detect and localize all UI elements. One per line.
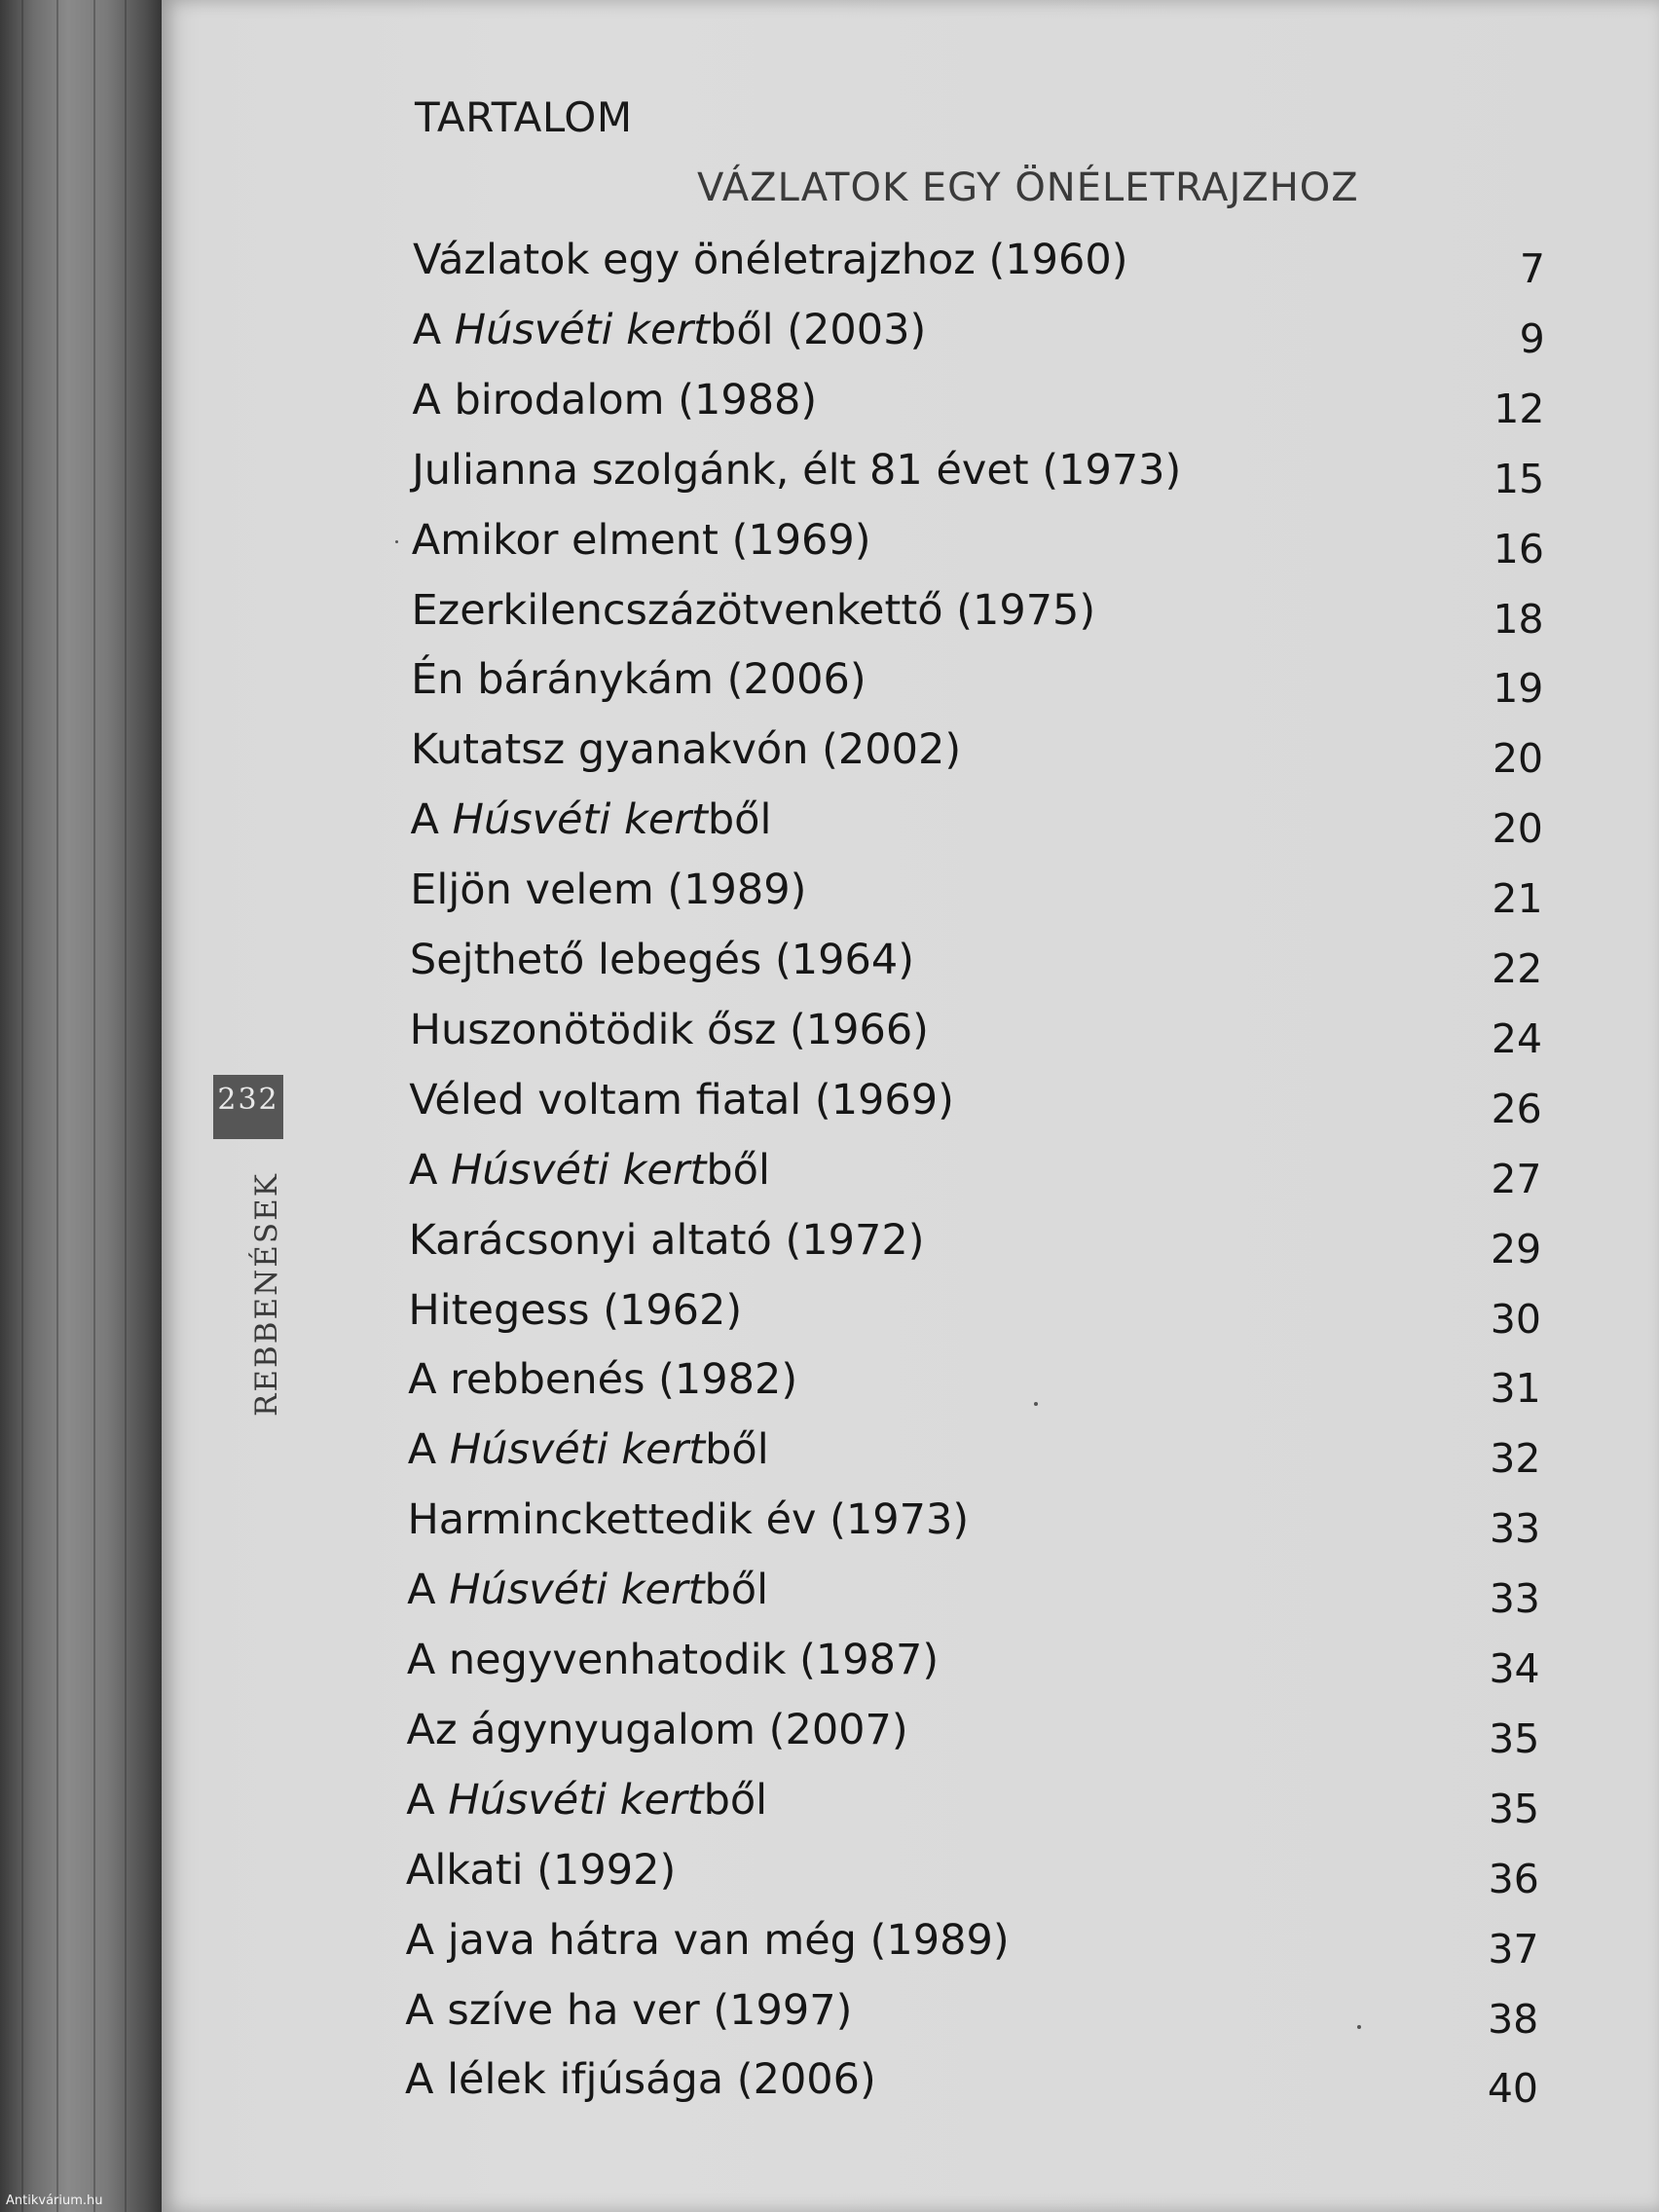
toc-title-italic: Húsvéti kert <box>448 1775 704 1825</box>
toc-entry-title <box>407 1706 908 1754</box>
toc-entry-title <box>409 1146 770 1195</box>
toc-title-text: Én báránykám (2006) <box>411 655 866 705</box>
toc-entry-title <box>412 446 1181 495</box>
toc-entry-title <box>410 936 914 984</box>
toc-title-text: A negyvenhatodik (1987) <box>406 1636 940 1684</box>
toc-entry-title <box>412 516 871 565</box>
folio-box <box>213 1075 283 1139</box>
toc-title-suffix: ből <box>706 1145 770 1195</box>
page-number: 232 <box>217 1083 279 1117</box>
toc-entry-title <box>406 1846 676 1895</box>
toc-title-suffix: ből <box>705 1425 769 1475</box>
toc-entry <box>0 1636 1659 1694</box>
dust-speck <box>395 540 398 543</box>
toc-entry-title <box>412 376 817 424</box>
toc-entry-title <box>408 1355 797 1404</box>
toc-page-number: 15 <box>1493 455 1545 502</box>
toc-entry-title <box>405 2055 876 2104</box>
toc-page-number: 21 <box>1492 875 1543 923</box>
toc-entry-title <box>406 1916 1010 1965</box>
toc-title-text: A birodalom (1988) <box>412 375 818 424</box>
dust-speck <box>1034 1402 1038 1406</box>
toc-title-text: Sejthető lebegés (1964) <box>409 936 914 984</box>
toc-entry-title <box>407 1566 768 1614</box>
toc-entry <box>0 2055 1659 2114</box>
toc-page-number: 33 <box>1489 1575 1540 1623</box>
toc-page-number: 36 <box>1488 1855 1539 1902</box>
toc-entry-title <box>409 1216 925 1265</box>
toc-entry-title <box>407 1495 969 1544</box>
toc-entry-title <box>411 725 961 774</box>
toc-page-number: 20 <box>1492 805 1543 853</box>
toc-page-number: 32 <box>1490 1435 1541 1483</box>
toc-title-text: Harminckettedik év (1973) <box>407 1495 970 1545</box>
toc-title-text: A <box>410 795 453 845</box>
toc-title-suffix: ből (2003) <box>710 305 927 354</box>
toc-title-italic: Húsvéti kert <box>452 795 708 845</box>
toc-entry <box>0 306 1659 364</box>
toc-page-number: 12 <box>1493 385 1545 432</box>
toc-page-number: 26 <box>1491 1085 1542 1132</box>
toc-page-number: 31 <box>1490 1365 1541 1413</box>
toc-entry <box>0 1916 1659 1974</box>
toc-entry <box>0 1706 1659 1764</box>
toc-entry-title <box>410 1006 929 1054</box>
toc-page-number: 9 <box>1519 314 1545 362</box>
toc-entry <box>0 936 1659 994</box>
toc-entry <box>0 1846 1659 1904</box>
toc-title-text: A java hátra van még (1989) <box>405 1915 1010 1965</box>
toc-title-text: Huszonötödik ősz (1966) <box>409 1005 929 1054</box>
toc-title-text: Véled voltam fiatal (1969) <box>409 1075 954 1124</box>
toc-page-number: 35 <box>1489 1714 1540 1762</box>
toc-entry-title <box>405 1986 852 2035</box>
toc-entry <box>0 376 1659 434</box>
dust-speck <box>1357 2025 1361 2029</box>
toc-page-number: 30 <box>1490 1295 1541 1343</box>
toc-entry <box>0 1566 1659 1624</box>
toc-entry <box>0 1986 1659 2045</box>
toc-title-suffix: ből <box>707 795 772 845</box>
watermark: Antikvárium.hu <box>6 2194 103 2208</box>
toc-title-text: Kutatsz gyanakvón (2002) <box>410 725 962 775</box>
toc-title-text: A <box>407 1425 450 1475</box>
toc-title-text: Az ágynyugalom (2007) <box>406 1705 908 1754</box>
toc-entry-title <box>407 1636 939 1684</box>
toc-page-number: 37 <box>1488 1925 1539 1972</box>
toc-entry <box>0 1425 1659 1484</box>
toc-page-number: 22 <box>1492 945 1543 992</box>
toc-title-text: Vázlatok egy önéletrajzhoz (1960) <box>413 236 1128 284</box>
toc-title-text: Hitegess (1962) <box>408 1285 743 1335</box>
toc-entry-title <box>411 655 866 704</box>
toc-title-text: Amikor elment (1969) <box>411 515 871 565</box>
toc-page-number: 38 <box>1488 1995 1539 2043</box>
toc-title-text: A <box>412 305 455 354</box>
toc-page-number: 33 <box>1489 1505 1541 1553</box>
toc-entry <box>0 655 1659 714</box>
toc-page-number: 19 <box>1493 665 1544 713</box>
toc-entry-title <box>408 1425 769 1474</box>
toc-entry-title <box>411 586 1095 635</box>
toc-title-text: A rebbenés (1982) <box>408 1355 798 1405</box>
toc-title-italic: Húsvéti kert <box>451 1145 707 1195</box>
toc-entry <box>0 236 1659 294</box>
toc-title-text: Ezerkilencszázötvenkettő (1975) <box>411 585 1096 635</box>
toc-entry <box>0 866 1659 924</box>
toc-entry-title <box>410 866 806 914</box>
toc-title-text: A <box>406 1775 449 1825</box>
toc-entry-title <box>413 236 1128 284</box>
toc-title-suffix: ből <box>703 1775 768 1825</box>
toc-entry-title <box>409 1076 954 1124</box>
page-heading: TARTALOM <box>415 93 633 141</box>
toc-title-italic: Húsvéti kert <box>449 1425 706 1475</box>
toc-entry <box>0 1495 1659 1554</box>
toc-entry-title <box>413 306 927 354</box>
toc-page-number: 35 <box>1488 1785 1540 1832</box>
toc-entry <box>0 446 1659 504</box>
toc-title-italic: Húsvéti kert <box>449 1566 705 1615</box>
toc-title-text: A lélek ifjúsága (2006) <box>405 2055 876 2105</box>
toc-entry <box>0 586 1659 645</box>
toc-page-number: 29 <box>1491 1225 1542 1272</box>
toc-entry-title <box>406 1776 767 1825</box>
toc-page-number: 27 <box>1491 1155 1542 1202</box>
toc-page-number: 24 <box>1491 1014 1543 1062</box>
toc-title-suffix: ből <box>704 1566 769 1615</box>
toc-title-text: Alkati (1992) <box>405 1845 677 1895</box>
toc-title-text: Karácsonyi altató (1972) <box>408 1215 925 1265</box>
toc-page-number: 16 <box>1493 525 1544 572</box>
toc-entry <box>0 795 1659 854</box>
toc-entry-title <box>408 1286 742 1335</box>
toc-page-number: 18 <box>1493 595 1544 643</box>
toc-title-italic: Húsvéti kert <box>454 305 711 354</box>
toc-entry <box>0 1776 1659 1834</box>
toc-title-text: A <box>407 1566 450 1615</box>
section-title: VÁZLATOK EGY ÖNÉLETRAJZHOZ <box>697 166 1359 210</box>
toc-entry <box>0 516 1659 574</box>
running-title: REBBENÉSEK <box>249 1172 284 1417</box>
toc-page-number: 34 <box>1489 1645 1540 1692</box>
toc-page-number: 40 <box>1487 2065 1538 2113</box>
toc-title-text: Eljön velem (1989) <box>410 866 807 915</box>
toc-title-text: Julianna szolgánk, élt 81 évet (1973) <box>412 445 1182 495</box>
toc-entry <box>0 725 1659 784</box>
toc-page-number: 7 <box>1519 245 1545 292</box>
toc-entry-title <box>411 795 772 844</box>
toc-entry <box>0 1006 1659 1064</box>
toc-page-number: 20 <box>1492 735 1544 783</box>
toc-title-text: A <box>409 1145 452 1195</box>
toc-title-text: A szíve ha ver (1997) <box>405 1985 853 2035</box>
